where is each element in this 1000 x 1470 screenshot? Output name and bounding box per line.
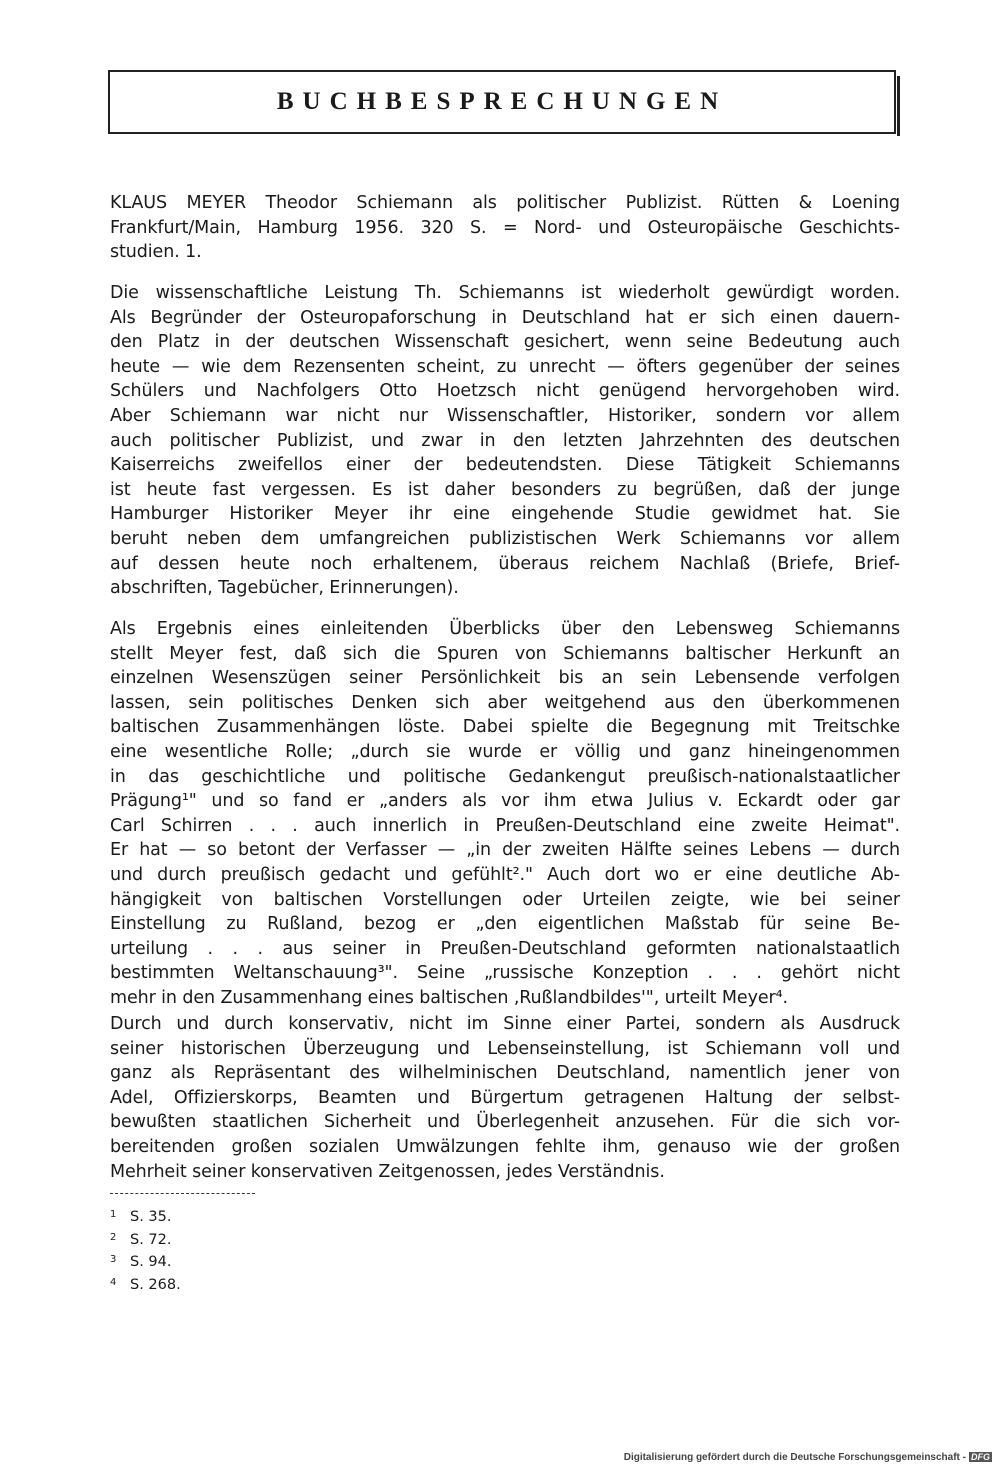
citation-line: studien. 1. bbox=[110, 242, 202, 263]
text-line: bereitenden großen sozialen Umwälzungen fehlte ihm, genauso wie der großen bbox=[110, 1136, 900, 1157]
footnotes bbox=[110, 1205, 181, 1295]
text-line: bestimmten Weltanschauung³". Seine „russische Konzeption . . . gehört nicht bbox=[110, 963, 900, 984]
section-title: BUCHBESPRECHUNGEN bbox=[276, 88, 728, 115]
text-line: eine wesentliche Rolle; „durch sie wurde er völlig und ganz hineingenommen bbox=[110, 741, 900, 762]
text-line: Adel, Offizierskorps, Beamten und Bürgertum getragenen Haltung der selbst- bbox=[110, 1087, 900, 1108]
footnote-number: 3 bbox=[110, 1254, 117, 1265]
footnote-text: S. 35. bbox=[130, 1209, 172, 1225]
text-line: ist heute fast vergessen. Es ist daher besonders zu begrüßen, daß der junge bbox=[110, 479, 900, 500]
footnote-divider bbox=[110, 1193, 255, 1194]
text-line: Prägung¹" und so fand er „anders als vor ihm etwa Julius v. Eckardt oder gar bbox=[110, 791, 900, 812]
text-line: Aber Schiemann war nicht nur Wissenschaftler, Historiker, sondern vor allem bbox=[110, 405, 900, 426]
paragraph-3 bbox=[110, 1012, 900, 1184]
footnote-text: S. 268. bbox=[130, 1276, 181, 1293]
footnote-number: 1 bbox=[110, 1209, 117, 1220]
text-line: bewußten staatlichen Sicherheit und Überlegenheit anzusehen. Für die sich vor- bbox=[110, 1112, 900, 1133]
book-citation bbox=[110, 191, 900, 265]
text-line: seiner historischen Überzeugung und Lebenseinstellung, ist Schiemann voll und bbox=[110, 1038, 900, 1059]
paragraph-1 bbox=[110, 281, 900, 601]
footnote bbox=[110, 1228, 181, 1251]
text-line: Carl Schirren . . . auch innerlich in Preußen-Deutschland eine zweite Heimat". bbox=[110, 815, 900, 836]
text-line: Als Begründer der Osteuropaforschung in Deutschland hat er sich einen dauern- bbox=[110, 307, 900, 328]
footnote bbox=[110, 1205, 181, 1228]
text-line: Hamburger Historiker Meyer ihr eine eingehende Studie gewidmet hat. Sie bbox=[110, 504, 900, 525]
text-line: einzelnen Wesenszügen seiner Persönlichkeit bis an sein Lebensende verfolgen bbox=[110, 668, 900, 689]
citation-line: KLAUS MEYER Theodor Schiemann als politischer Publizist. Rütten & Loening bbox=[110, 193, 900, 213]
footnote bbox=[110, 1250, 181, 1273]
footnote-number: 4 bbox=[110, 1276, 117, 1288]
dfg-logo-icon: DFG bbox=[971, 1452, 990, 1462]
paragraph-2 bbox=[110, 617, 900, 1011]
citation-line: Frankfurt/Main, Hamburg 1956. 320 S. = Nord- und Osteuropäische Geschichts- bbox=[110, 217, 900, 238]
section-header-box bbox=[108, 70, 896, 134]
text-line: Einstellung zu Rußland, bezog er „den eigentlichen Maßstab für seine Be- bbox=[110, 914, 900, 935]
text-line: abschriften, Tagebücher, Erinnerungen). bbox=[110, 578, 459, 599]
text-line: Als Ergebnis eines einleitenden Überblicks über den Lebensweg Schiemanns bbox=[110, 619, 900, 639]
text-line: in das geschichtliche und politische Gedankengut preußisch-nationalstaatlicher bbox=[110, 766, 900, 787]
text-line: urteilung . . . aus seiner in Preußen-Deutschland geformten nationalstaatlich bbox=[110, 938, 900, 959]
footer-text: Digitalisierung gefördert durch die Deutsche Forschungsgemeinschaft - bbox=[623, 1452, 966, 1463]
text-line: den Platz in der deutschen Wissenschaft gesichert, wenn seine Bedeutung auch bbox=[110, 332, 900, 353]
text-line: hängigkeit von baltischen Vorstellungen oder Urteilen zeigte, wie bei seiner bbox=[110, 889, 900, 910]
text-line: stellt Meyer fest, daß sich die Spuren von Schiemanns baltischer Herkunft an bbox=[110, 643, 900, 664]
footnote-text: S. 94. bbox=[130, 1254, 172, 1270]
text-line: auf dessen heute noch erhaltenem, überaus reichem Nachlaß (Briefe, Brief- bbox=[110, 553, 900, 574]
text-line: Mehrheit seiner konservativen Zeitgenossen, jedes Verständnis. bbox=[110, 1161, 665, 1182]
text-line: heute — wie dem Rezensenten scheint, zu unrecht — öfters gegenüber der seines bbox=[110, 356, 900, 377]
text-line: Schülers und Nachfolgers Otto Hoetzsch nicht genügend hervorgehoben wird. bbox=[110, 381, 900, 402]
footnote-text: S. 72. bbox=[130, 1231, 172, 1248]
footnote bbox=[110, 1273, 181, 1296]
text-line: Kaiserreichs zweifellos einer der bedeutendsten. Diese Tätigkeit Schiemanns bbox=[110, 455, 900, 476]
text-line: beruht neben dem umfangreichen publizistischen Werk Schiemanns vor allem bbox=[110, 528, 900, 549]
text-line: auch politischer Publizist, und zwar in den letzten Jahrzehnten des deutschen bbox=[110, 430, 900, 451]
text-line: lassen, sein politisches Denken sich aber weitgehend aus den überkommenen bbox=[110, 692, 900, 713]
text-line: baltischen Zusammenhängen löste. Dabei spielte die Begegnung mit Treitschke bbox=[110, 717, 900, 738]
text-line: Er hat — so betont der Verfasser — „in der zweiten Hälfte seines Lebens — durch bbox=[110, 840, 900, 861]
text-line: Durch und durch konservativ, nicht im Sinne einer Partei, sondern als Ausdruck bbox=[110, 1014, 900, 1034]
text-line: ganz als Repräsentant des wilhelminischen Deutschland, namentlich jener von bbox=[110, 1063, 900, 1084]
text-line: und durch preußisch gedacht und gefühlt²." Auch dort wo er eine deutliche Ab- bbox=[110, 864, 900, 885]
text-line: mehr in den Zusammenhang eines baltischen ‚Rußlandbildes'", urteilt Meyer⁴. bbox=[110, 987, 788, 1008]
footnote-number: 2 bbox=[110, 1231, 117, 1243]
digitization-footer bbox=[624, 1452, 992, 1463]
text-line: Die wissenschaftliche Leistung Th. Schiemanns ist wiederholt gewürdigt worden. bbox=[110, 283, 900, 303]
